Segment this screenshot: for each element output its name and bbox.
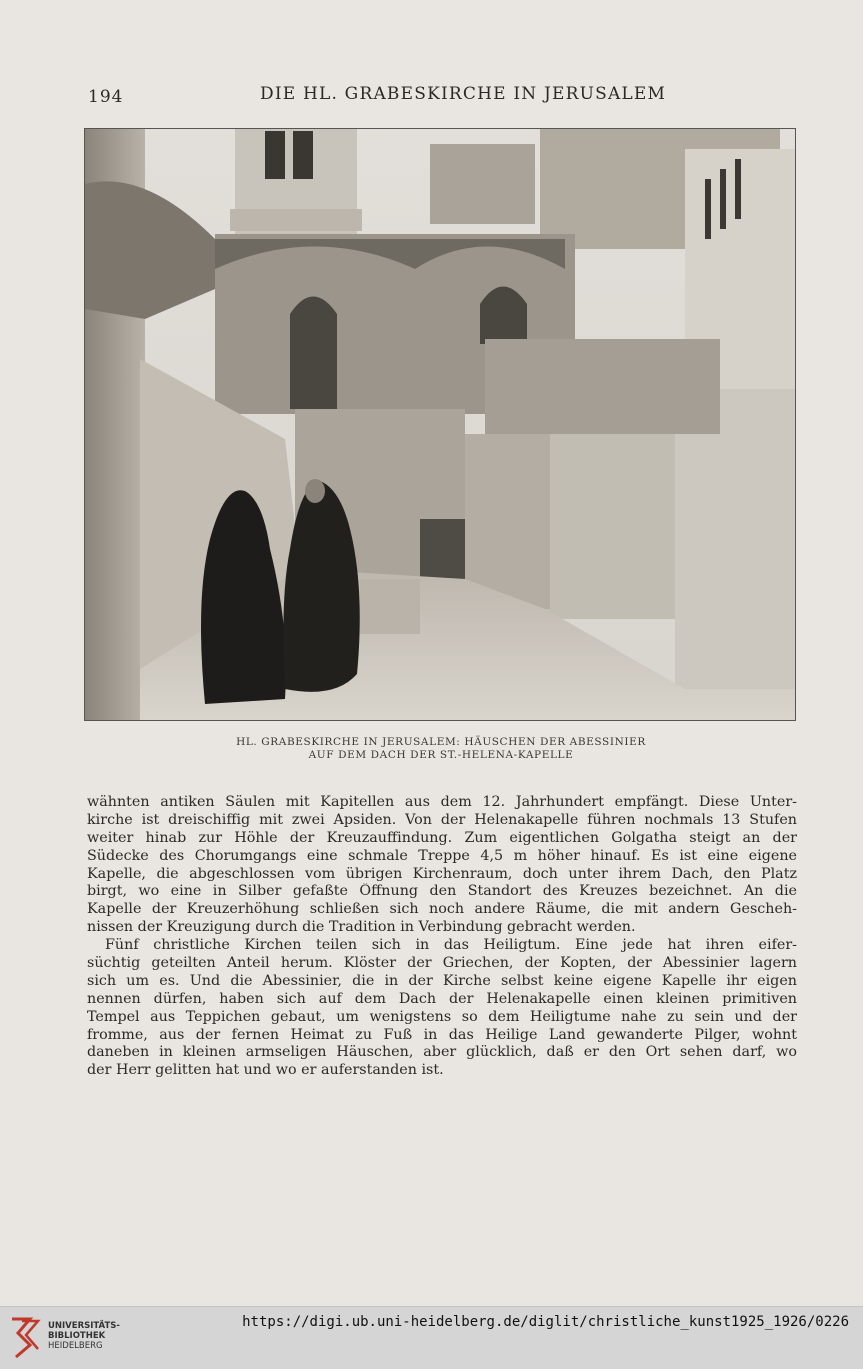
photo-illustration [85,129,795,720]
caption-line-2: AUF DEM DACH DER ST.-HELENA-KAPELLE [308,749,574,761]
text-line: Südecke des Chorumgangs eine schmale Treppe 4,5 m höher hinauf. Es ist eine eigene [87,847,797,864]
page-number: 194 [88,87,124,107]
permalink-url[interactable]: https://digi.ub.uni-heidelberg.de/diglit/christliche_kunst1925_1926/0226 [242,1314,849,1330]
library-name [48,1321,120,1351]
text-line: kirche ist dreischiffig mit zwei Apsiden. Von der Helenakapelle führen nochmals 13 Stufen [87,811,797,828]
figure-caption [86,736,796,762]
text-line: nissen der Kreuzigung durch die Tradition in Verbindung gebracht werden. [87,919,636,936]
text-line: Kapelle, die abgeschlossen vom übrigen Kirchenraum, doch unter ihrem Dach, den Platz [87,865,797,882]
text-line: sich um es. Und die Abessinier, die in der Kirche selbst keine eigene Kapelle ihr eigen [87,972,797,989]
text-line: der Herr gelitten hat und wo er auferstanden ist. [87,1062,444,1079]
library-name-line-1: UNIVERSITÄTS- [48,1321,120,1331]
text-line: wähnten antiken Säulen mit Kapitellen aus dem 12. Jahrhundert empfängt. Diese Unter- [87,794,797,810]
caption-line-1: HL. GRABESKIRCHE IN JERUSALEM: HÄUSCHEN DER ABESSINIER [236,736,646,748]
text-line: Fünf christliche Kirchen teilen sich in das Heiligtum. Eine jede hat ihren eifer- [105,937,797,954]
text-line: Tempel aus Teppichen gebaut, um wenigstens so dem Heiligtume nahe zu sein und der [87,1008,797,1025]
text-line: fromme, aus der fernen Heimat zu Fuß in das Heilige Land gewanderte Pilger, wohnt [87,1026,797,1043]
text-line: daneben in kleinen armseligen Häuschen, aber glücklich, daß er den Ort sehen darf, wo [87,1044,797,1061]
text-line: süchtig geteilten Anteil herum. Klöster der Griechen, der Kopten, der Abessinier lagern [87,955,797,972]
text-line: weiter hinab zur Höhle der Kreuzauffindung. Zum eigentlichen Golgatha steigt an der [87,829,797,846]
photograph [84,128,796,721]
text-line: birgt, wo eine in Silber gefaßte Öffnung den Standort des Kreuzes bezeichnet. An die [87,883,797,900]
library-logo-icon [8,1315,44,1359]
text-line: Kapelle der Kreuzerhöhung schließen sich noch andere Räume, die mit andern Gescheh- [87,901,797,918]
viewer-footer [0,1306,863,1369]
running-header [86,84,796,110]
text-line: nennen dürfen, haben sich auf dem Dach der Helenakapelle einen kleinen primitiven [87,990,797,1007]
library-name-line-2: BIBLIOTHEK [48,1331,106,1341]
body-text [87,794,797,1080]
running-title: DIE HL. GRABESKIRCHE IN JERUSALEM [260,84,667,104]
library-name-line-3: HEIDELBERG [48,1341,103,1351]
